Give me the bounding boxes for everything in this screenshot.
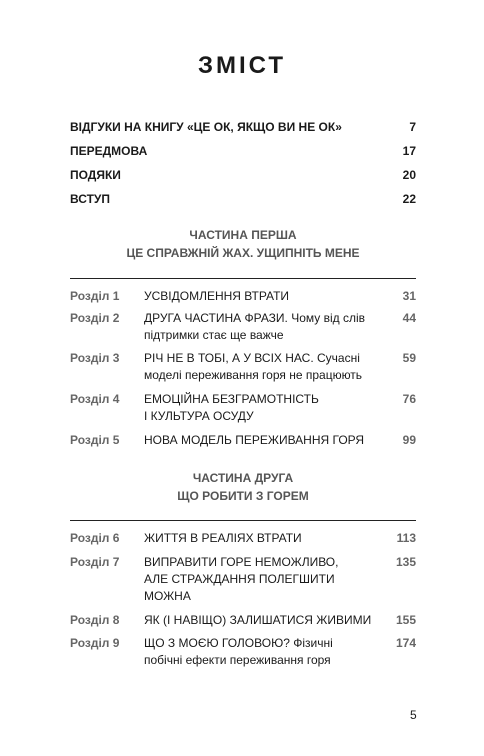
chapter-label: Розділ 9 (70, 636, 120, 650)
part-heading: ЧАСТИНА ДРУГА (192, 471, 294, 485)
chapter-label: Розділ 1 (70, 289, 120, 303)
toc-entry-title: ПОДЯКИ (70, 168, 121, 182)
toc-entry-page: 20 (402, 168, 416, 182)
chapter-label: Розділ 4 (70, 392, 120, 406)
chapter-title-line: ДРУГА ЧАСТИНА ФРАЗИ. Чому від слів (144, 311, 366, 325)
chapter-page: 135 (395, 555, 416, 569)
chapter-label: Розділ 6 (70, 531, 120, 545)
part-heading: ЧАСТИНА ПЕРША (189, 228, 297, 242)
chapter-page: 31 (402, 289, 416, 303)
chapter-page: 44 (402, 311, 416, 325)
chapter-title (144, 432, 374, 449)
chapter-label: Розділ 5 (70, 433, 120, 447)
chapter-page: 76 (402, 392, 416, 406)
toc-entry-title: ВСТУП (70, 192, 110, 206)
part-subtitle: ЩО РОБИТИ З ГОРЕМ (177, 489, 309, 503)
toc-entry-page: 7 (409, 120, 416, 134)
page-number: 5 (410, 708, 417, 722)
toc-entry-foreword[interactable] (70, 144, 416, 158)
toc-entry-reviews[interactable] (70, 120, 416, 134)
chapter-title-line: ЖИТТЯ В РЕАЛІЯХ ВТРАТИ (144, 531, 302, 545)
chapter-title (144, 530, 374, 547)
chapter-title-line: моделі переживання горя не працюють (144, 368, 363, 382)
section-divider (70, 278, 416, 279)
chapter-page: 99 (402, 433, 416, 447)
chapter-title (144, 391, 374, 425)
chapter-label: Розділ 3 (70, 351, 120, 365)
chapter-label: Розділ 2 (70, 311, 120, 325)
chapter-title-line: НОВА МОДЕЛЬ ПЕРЕЖИВАННЯ ГОРЯ (144, 433, 365, 447)
chapter-title-line: АЛЕ СТРАЖДАННЯ ПОЛЕГШИТИ (144, 572, 335, 586)
toc-entry-page: 22 (402, 192, 416, 206)
toc-entry-title: ВІДГУКИ НА КНИГУ «ЦЕ ОК, ЯКЩО ВИ НЕ ОК» (70, 120, 342, 134)
chapter-title-line: ЩО З МОЄЮ ГОЛОВОЮ? Фізичні (144, 636, 333, 650)
chapter-page: 174 (395, 636, 416, 650)
chapter-title (144, 288, 374, 305)
page-title: ЗМІСТ (197, 52, 287, 79)
chapter-title (144, 554, 374, 605)
chapter-label: Розділ 8 (70, 613, 120, 627)
toc-entry-introduction[interactable] (70, 192, 416, 206)
toc-entry-acknowledgements[interactable] (70, 168, 416, 182)
chapter-title (144, 612, 374, 629)
chapter-title (144, 310, 374, 344)
chapter-title-line: І КУЛЬТУРА ОСУДУ (144, 409, 254, 423)
chapter-title-line: МОЖНА (144, 589, 191, 603)
chapter-title-line: РІЧ НЕ В ТОБІ, А У ВСІХ НАС. Сучасні (144, 351, 360, 365)
chapter-title-line: ЕМОЦІЙНА БЕЗГРАМОТНІСТЬ (144, 392, 319, 406)
chapter-title (144, 635, 374, 669)
chapter-title-line: ЯК (І НАВІЩО) ЗАЛИШАТИСЯ ЖИВИМИ (144, 613, 372, 627)
section-divider (70, 520, 416, 521)
chapter-title-line: підтримки стає ще важче (144, 328, 284, 342)
toc-entry-page: 17 (402, 144, 416, 158)
chapter-label: Розділ 7 (70, 555, 120, 569)
chapter-page: 59 (402, 351, 416, 365)
part-subtitle: ЦЕ СПРАВЖНІЙ ЖАХ. УЩИПНІТЬ МЕНЕ (126, 246, 360, 260)
chapter-title-line: УСВІДОМЛЕННЯ ВТРАТИ (144, 289, 290, 303)
chapter-title-line: побічні ефекти переживання горя (144, 653, 331, 667)
toc-entry-title: ПЕРЕДМОВА (70, 144, 148, 158)
chapter-title-line: ВИПРАВИТИ ГОРЕ НЕМОЖЛИВО, (144, 555, 339, 569)
chapter-title (144, 350, 374, 384)
chapter-page: 113 (396, 531, 416, 545)
chapter-page: 155 (395, 613, 416, 627)
